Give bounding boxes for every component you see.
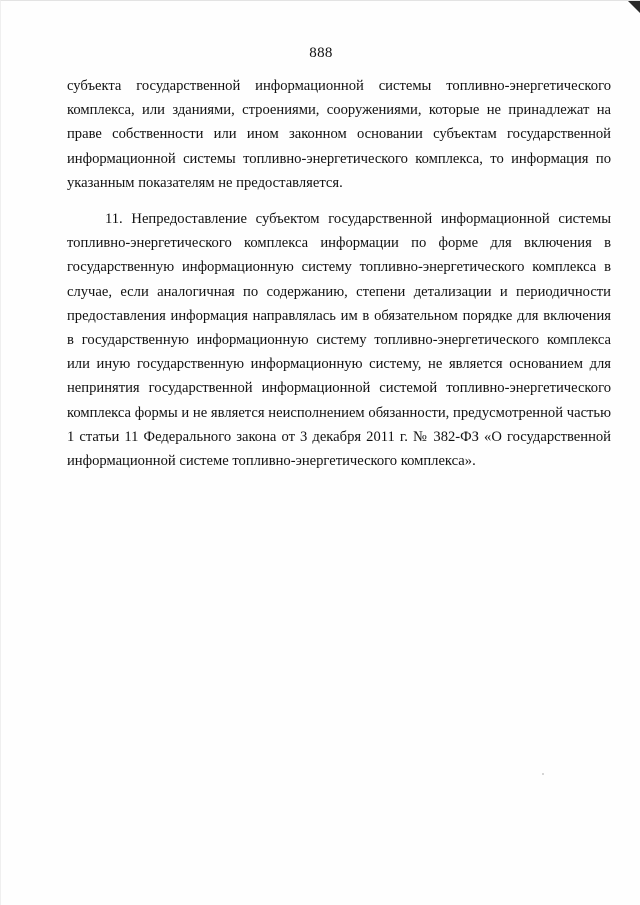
paragraph-item-11: 11. Непредоставление субъектом государственной информационной системы топливно-энергетического комплекса информации по форме для включения в государственную информационную систему топливно-энергетического комплекса в случае, если аналогичная по содержанию, степени детализации и периодичности предоставления информация направлялась им в обязательном порядке для включения в государственную информационную систему топливно-энергетического комплекса или иную государственную информационную систему, не является основанием для непринятия государственной информационной системой топливно-энергетического комплекса формы и не является неисполнением обязанности, предусмотренной частью 1 статьи 11 Федерального закона от 3 декабря 2011 г. № 382-ФЗ «О государственной информационной системе топливно-энергетического комплекса». <box>67 211 611 470</box>
scan-corner-shadow <box>628 1 640 13</box>
page-number: 888 <box>309 45 333 61</box>
scan-speck <box>542 773 544 775</box>
paragraph-continuation: субъекта государственной информационной системы топливно-энергетического комплекса, или зданиями, строениями, сооружениями, которые не принадлежат на праве собственности или ином законном основании субъектам государственной информационной системы топливно-энергетического комплекса, то информация по указанным показателям не предоставляется. <box>67 78 611 191</box>
